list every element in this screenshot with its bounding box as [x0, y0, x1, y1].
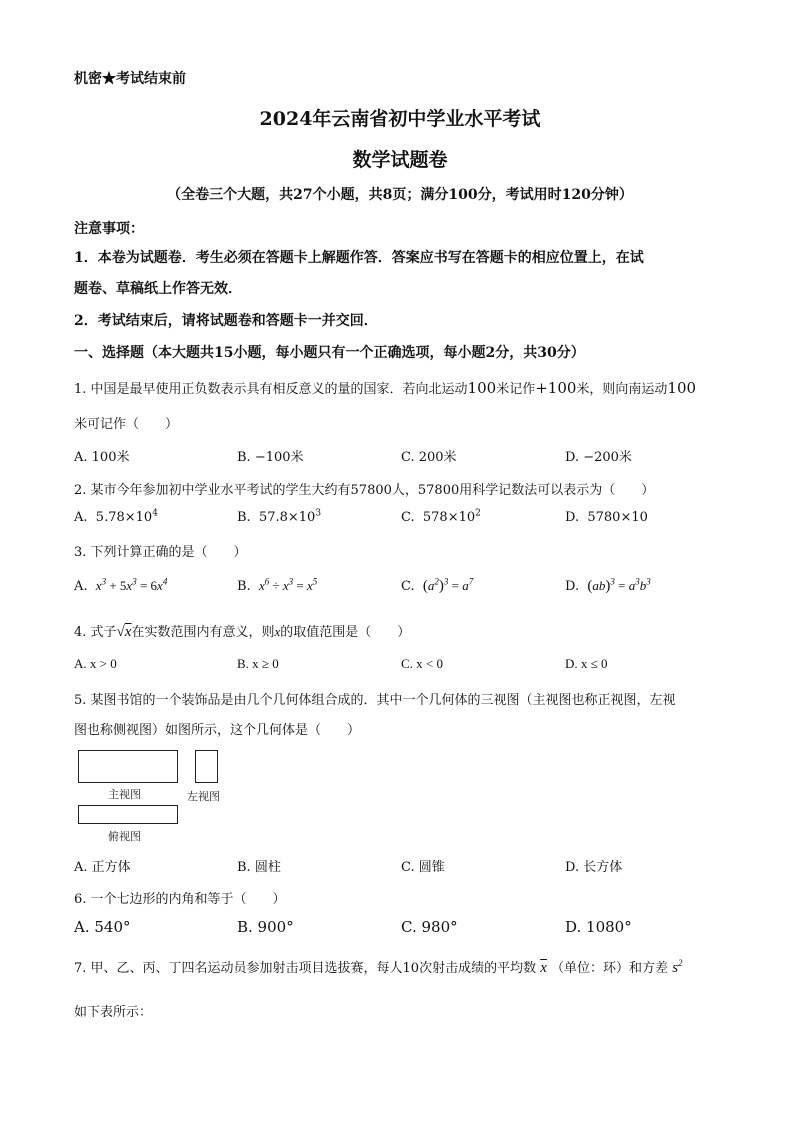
option-letter: B. — [237, 510, 251, 525]
question-4-option-c[interactable]: C. x < 0 — [401, 656, 444, 671]
question-5-option-c[interactable]: C. 圆锥 — [401, 860, 445, 875]
question-1-text-c: 米，则向南运动 — [576, 382, 668, 397]
option-base: 5.78×10 — [95, 510, 153, 525]
option-letter: C. — [401, 510, 415, 525]
question-1-text-b: 米记作 — [496, 382, 536, 397]
question-6-option-d[interactable]: D. 1080° — [565, 918, 632, 936]
option-a-formula: $x^3 + 5x^3 = 6x^4$ — [95, 576, 168, 593]
question-1-stem-line-2: 米可记作（ ） — [74, 417, 179, 432]
question-1-number-1: 100 — [467, 379, 497, 397]
section-1-heading: 一、选择题（本大题共15小题，每小题只有一个正确选项，每小题2分，共30分） — [74, 345, 585, 361]
question-6-option-c[interactable]: C. 980° — [401, 918, 458, 936]
confidential-label: 机密★考试结束前 — [74, 71, 186, 87]
option-b-formula: $x^6 \div x^3 = x^5$ — [258, 576, 318, 593]
question-1-option-b[interactable]: B. −100米 — [237, 450, 304, 465]
question-5-stem-line-1: 5. 某图书馆的一个装饰品是由几个几何体组合成的．其中一个几何体的三视图（主视图也称正视图，左视 — [74, 693, 676, 708]
question-2-option-d[interactable] — [565, 510, 648, 525]
question-1-option-c[interactable]: C. 200米 — [401, 450, 457, 465]
question-1-number-2: +100 — [535, 379, 577, 397]
mean-x-bar-symbol: $\overline{x}$ — [540, 960, 547, 976]
variable-x: x — [274, 624, 281, 639]
option-letter: A. — [74, 510, 88, 525]
option-exponent: 2 — [475, 508, 481, 519]
option-d-formula: $(ab)^3 = a^3b^3$ — [587, 576, 651, 594]
question-2-option-b[interactable] — [237, 510, 321, 525]
question-1-option-a[interactable]: A. 100米 — [74, 450, 130, 465]
question-4-option-a[interactable]: A. x > 0 — [74, 656, 117, 671]
sqrt-x-expression: √x — [116, 624, 132, 640]
question-4-text-a: 4. 式子 — [74, 625, 117, 640]
option-c-formula: $(a^2)^3 = a^7$ — [422, 576, 474, 594]
option-base: 5780×10 — [587, 510, 648, 525]
question-5-option-a[interactable]: A. 正方体 — [74, 860, 131, 875]
question-5-option-d[interactable]: D. 长方体 — [565, 860, 623, 875]
question-7-text-b: （单位：环）和方差 — [551, 961, 669, 976]
question-3-stem: 3. 下列计算正确的是（ ） — [74, 545, 247, 560]
question-2-option-c[interactable] — [401, 510, 481, 525]
option-exponent: 3 — [315, 508, 322, 519]
question-3-option-a[interactable] — [74, 578, 167, 594]
option-letter: C. — [401, 579, 415, 594]
question-6-stem: 6. 一个七边形的内角和等于（ ） — [74, 892, 286, 907]
question-1-option-d[interactable]: D. −200米 — [565, 450, 632, 465]
option-letter: B. — [237, 579, 251, 594]
front-view-rectangle — [78, 750, 178, 783]
question-6-option-a[interactable]: A. 540° — [74, 918, 131, 936]
exam-summary: （全卷三个大题，共27个小题，共8页；满分100分，考试用时120分钟） — [167, 187, 633, 203]
option-base: 57.8×10 — [258, 510, 316, 525]
question-5-option-b[interactable]: B. 圆柱 — [237, 860, 281, 875]
option-letter: D. — [565, 579, 580, 594]
notes-item-1-line-1: 1．本卷为试题卷．考生必须在答题卡上解题作答．答案应书写在答题卡的相应位置上，在试 — [74, 250, 644, 266]
top-view-rectangle — [78, 805, 178, 824]
question-1-number-3: 100 — [667, 379, 697, 397]
left-view-rectangle — [195, 750, 218, 783]
question-1-text-a: 1. 中国是最早使用正负数表示具有相反意义的量的国家．若向北运动 — [74, 382, 468, 397]
exam-subtitle: 数学试题卷 — [352, 149, 448, 171]
question-5-stem-line-2: 图也称侧视图）如图所示，这个几何体是（ ） — [74, 723, 361, 738]
question-4-text-c: 的取值范围是（ ） — [280, 625, 411, 640]
question-7-stem-line-2: 如下表所示： — [74, 1005, 153, 1020]
question-3-option-b[interactable] — [237, 578, 317, 594]
option-exponent: 4 — [152, 508, 158, 519]
question-2-option-a[interactable] — [74, 510, 158, 525]
front-view-label: 主视图 — [108, 788, 141, 801]
top-view-label: 俯视图 — [108, 830, 141, 843]
question-7-stem — [74, 957, 683, 977]
question-4-option-b[interactable]: B. x ≥ 0 — [237, 656, 279, 671]
question-6-option-b[interactable]: B. 900° — [237, 918, 294, 936]
question-3-option-c[interactable] — [401, 578, 473, 595]
notes-heading: 注意事项： — [74, 221, 144, 237]
option-letter: D. — [565, 510, 580, 525]
option-letter: A. — [74, 579, 88, 594]
notes-item-2: 2．考试结束后，请将试题卷和答题卡一并交回． — [74, 313, 378, 329]
variance-s-squared-symbol: $s^2$ — [672, 958, 683, 976]
question-7-text-a: 7. 甲、乙、丙、丁四名运动员参加射击项目选拔赛，每人10次射击成绩的平均数 — [74, 961, 537, 976]
question-1-stem — [74, 378, 696, 397]
question-4-option-d[interactable]: D. x ≤ 0 — [565, 656, 608, 671]
option-base: 578×10 — [422, 510, 476, 525]
question-4-text-b: 在实数范围内有意义，则 — [131, 625, 275, 640]
question-2-stem: 2. 某市今年参加初中学业水平考试的学生大约有57800人，57800用科学记数法可以表示为（ ） — [74, 483, 655, 498]
notes-item-1-line-2: 题卷、草稿纸上作答无效． — [74, 281, 242, 297]
exam-title: 2024年云南省初中学业水平考试 — [259, 108, 541, 130]
left-view-label: 左视图 — [187, 790, 220, 803]
question-3-option-d[interactable] — [565, 578, 651, 595]
question-4-stem — [74, 621, 410, 641]
